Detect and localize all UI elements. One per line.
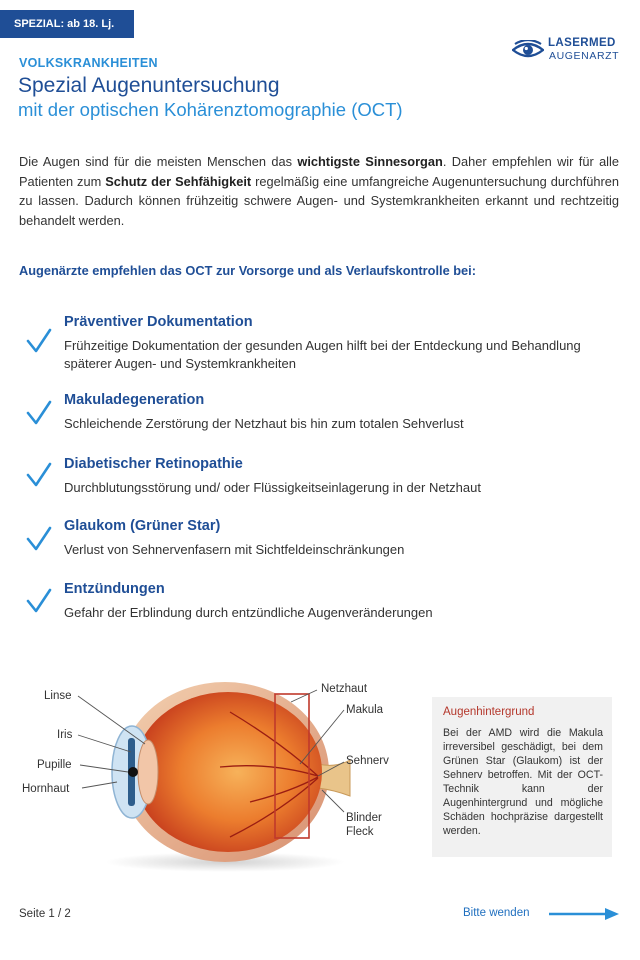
eye-logo-icon — [512, 40, 544, 60]
intro-text-1: Die Augen sind für die meisten Menschen das — [19, 154, 298, 169]
info-box-text: Bei der AMD wird die Makula irreversibel geschädigt, bei dem Grünen Star (Glaukom) ist der Sehnerv betroffen. Mit der OCT-Technik kann der Augenhintergrund und mögliche Schäden hochpräzise dargestellt werden. — [443, 727, 603, 837]
item-title: Diabetischer Retinopathie — [64, 456, 243, 472]
section-label: VOLKSKRANKHEITEN — [19, 56, 158, 70]
item-title: Entzündungen — [64, 581, 165, 597]
logo-text-augenarzt: AUGENARZT — [549, 50, 620, 62]
checkmark-icon — [26, 588, 52, 614]
label-sehnerv: Sehnerv — [346, 755, 389, 767]
checkmark-icon — [26, 328, 52, 354]
item-text: Durchblutungsstörung und/ oder Flüssigkeitseinlagerung in der Netzhaut — [64, 480, 481, 495]
label-makula: Makula — [346, 704, 384, 716]
arrow-right-icon[interactable] — [549, 908, 619, 920]
page-title: Spezial Augenuntersuchung — [18, 74, 280, 97]
item-title: Glaukom (Grüner Star) — [64, 518, 221, 534]
intro-bold-2: Schutz der Sehfähigkeit — [105, 173, 252, 189]
lasermed-logo — [512, 36, 632, 64]
intro-text-3: regelmäßig eine umfangreiche Augenuntersuchung durchführen zu lassen. Dadurch können frühzeitig schwere Augen- und Systemkrankheiten erkannt und rechtzeitig behandelt werden. — [19, 173, 619, 228]
intro-bold-1: wichtigste Sinnesorgan — [297, 154, 443, 169]
item-text: Verlust von Sehnervenfasern mit Sichtfeldeinschränkungen — [64, 542, 405, 557]
label-hornhaut: Hornhaut — [22, 783, 70, 795]
label-iris: Iris — [57, 729, 73, 741]
item-title: Präventiver Dokumentation — [64, 314, 253, 330]
page-number: Seite 1 / 2 — [19, 908, 71, 920]
label-blinder-fleck-1: Blinder — [346, 812, 382, 824]
label-blinder-fleck-2: Fleck — [346, 826, 374, 838]
item-text: Gefahr der Erblindung durch entzündliche Augenveränderungen — [64, 605, 433, 620]
item-text: Schleichende Zerstörung der Netzhaut bis hin zum totalen Sehverlust — [64, 416, 464, 431]
page-subtitle: mit der optischen Kohärenztomographie (OCT) — [18, 99, 403, 120]
checkmark-icon — [26, 462, 52, 488]
intro-paragraph — [19, 152, 619, 230]
logo-text-lasermed: LASERMED — [548, 37, 616, 49]
item-title: Makuladegeneration — [64, 392, 205, 408]
recommendation-heading: Augenärzte empfehlen das OCT zur Vorsorge und als Verlaufskontrolle bei: — [19, 263, 476, 278]
checkmark-icon — [26, 400, 52, 426]
info-box — [432, 697, 612, 857]
checkmark-icon — [26, 526, 52, 552]
next-page-link[interactable]: Bitte wenden — [463, 907, 530, 919]
label-linse: Linse — [44, 690, 72, 702]
item-text: Frühzeitige Dokumentation der gesunden Augen hilft bei der Entdeckung und Behandlung späterer Augen- und Systemkrankheiten — [64, 338, 581, 371]
label-pupille: Pupille — [37, 759, 72, 771]
label-netzhaut: Netzhaut — [321, 683, 368, 695]
intro-text-2: . Daher empfehlen wir für alle Patienten zum — [19, 154, 619, 189]
info-box-heading: Augenhintergrund — [443, 706, 535, 718]
age-badge: SPEZIAL: ab 18. Lj. — [0, 10, 134, 38]
